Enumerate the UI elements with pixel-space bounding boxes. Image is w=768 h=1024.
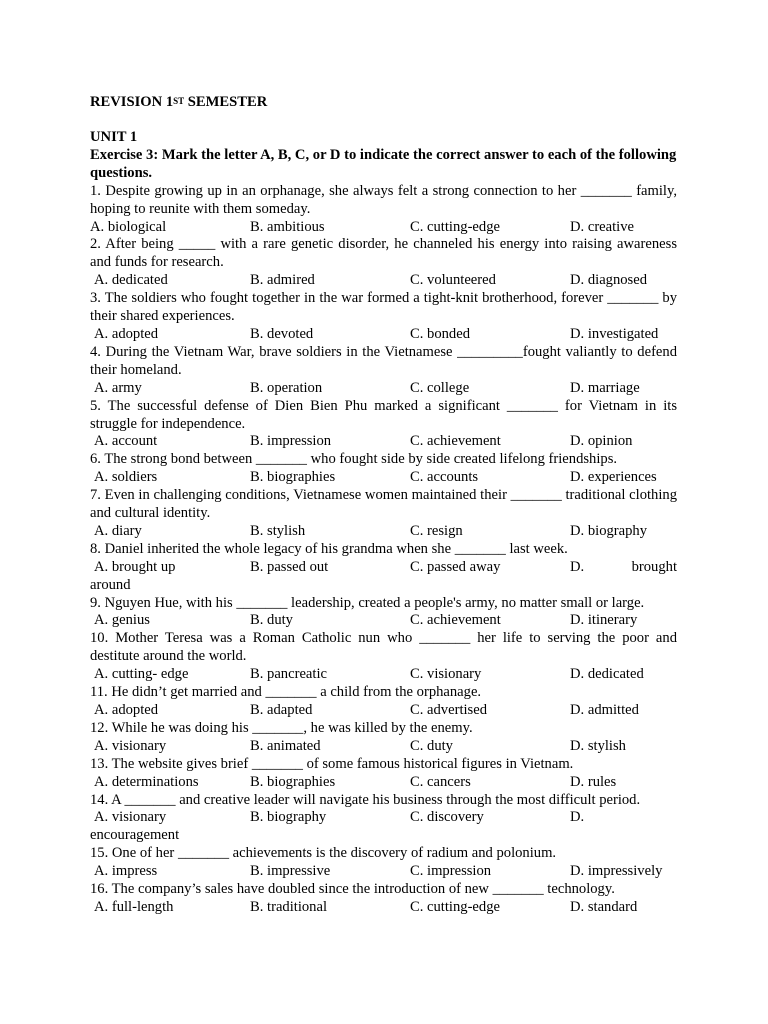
- option-d-continuation: encouragement: [90, 827, 180, 844]
- answer-options: [90, 326, 677, 344]
- answer-options: [90, 863, 677, 881]
- question-text: 7. Even in challenging conditions, Vietnamese women maintained their _______ traditional clothing and cultural identity.: [90, 487, 677, 522]
- unit-heading: UNIT 1: [90, 129, 138, 145]
- answer-options: [90, 272, 677, 290]
- option-b: B. duty: [250, 612, 293, 629]
- option-d: D. stylish: [570, 737, 626, 754]
- option-a: A. genius: [94, 612, 150, 629]
- option-c: C. advertised: [410, 702, 488, 718]
- answer-options: [90, 666, 677, 684]
- answer-options: [90, 612, 677, 630]
- answer-options: [90, 774, 677, 792]
- option-a: A. visionary: [94, 809, 167, 826]
- option-d: D. biography: [570, 522, 648, 539]
- option-b: B. biographies: [250, 469, 336, 486]
- question-text: 12. While he was doing his _______, he was killed by the enemy.: [90, 719, 473, 736]
- answer-options: [90, 523, 677, 541]
- option-a: A. brought up: [94, 558, 176, 575]
- option-b: B. pancreatic: [250, 666, 327, 683]
- option-d: D. experiences: [570, 469, 657, 486]
- question-text: 8. Daniel inherited the whole legacy of his grandma when she _______ last week.: [90, 540, 568, 557]
- answer-options: [90, 433, 677, 451]
- option-c: C. volunteered: [410, 272, 496, 289]
- answer-options: [90, 380, 677, 398]
- option-c: C. bonded: [410, 325, 470, 342]
- option-d: [570, 559, 677, 577]
- option-c: C. passed away: [410, 558, 501, 575]
- question-text: 10. Mother Teresa was a Roman Catholic nun who _______ her life to serving the poor and destitute around the world.: [90, 630, 677, 665]
- title-superscript: ST: [173, 96, 185, 106]
- option-a: A. adopted: [94, 325, 159, 342]
- option-a: A. biological: [90, 218, 167, 235]
- question-text: 11. He didn’t get married and _______ a child from the orphanage.: [90, 684, 482, 701]
- option-a: A. account: [94, 433, 158, 450]
- answer-options: [90, 702, 677, 720]
- option-c: C. cutting-edge: [410, 218, 500, 235]
- option-d: D. admitted: [570, 702, 639, 718]
- option-a: A. impress: [94, 863, 158, 880]
- option-d: D. rules: [570, 773, 617, 790]
- option-d: D. marriage: [570, 379, 640, 396]
- option-a: A. visionary: [94, 737, 167, 754]
- answer-options: [90, 738, 677, 756]
- option-b: B. operation: [250, 379, 323, 396]
- option-b: B. biographies: [250, 773, 336, 790]
- option-a: A. dedicated: [94, 272, 168, 289]
- option-a: A. soldiers: [94, 469, 158, 486]
- option-b: B. animated: [250, 737, 321, 754]
- title-rest: SEMESTER: [184, 94, 268, 110]
- option-c: C. accounts: [410, 469, 479, 486]
- option-b: B. passed out: [250, 558, 329, 575]
- question-text: 13. The website gives brief _______ of some famous historical figures in Vietnam.: [90, 755, 574, 772]
- option-d-letter: D.: [570, 558, 585, 575]
- option-d-word: brought: [631, 558, 677, 575]
- question-text: 16. The company’s sales have doubled since the introduction of new _______ technology.: [90, 881, 615, 898]
- question-text: 4. During the Vietnam War, brave soldiers in the Vietnamese _________fought valiantly to defend their homeland.: [90, 343, 677, 378]
- answer-options: [90, 219, 677, 237]
- option-d: D. investigated: [570, 325, 659, 342]
- question-text: 5. The successful defense of Dien Bien Phu marked a significant _______ for Vietnam in its struggle for independence.: [90, 397, 677, 432]
- question-text: 1. Despite growing up in an orphanage, she always felt a strong connection to her _______ family, hoping to reunite with them someday.: [90, 182, 677, 217]
- question-text: 2. After being _____ with a rare genetic disorder, he channeled his energy into raising awareness and funds for research.: [90, 236, 677, 271]
- option-b: B. admired: [250, 272, 315, 289]
- option-c: C. college: [410, 379, 470, 396]
- option-b: B. devoted: [250, 325, 314, 342]
- option-b: B. traditional: [250, 898, 328, 915]
- option-a: A. determinations: [94, 773, 199, 790]
- option-d: D. impressively: [570, 863, 663, 880]
- answer-options: [90, 559, 677, 577]
- option-c: C. achievement: [410, 433, 501, 450]
- option-a: A. army: [94, 379, 142, 396]
- option-b: B. stylish: [250, 522, 306, 539]
- question-text: 9. Nguyen Hue, with his _______ leadership, created a people's army, no matter small or large.: [90, 594, 645, 611]
- option-b: B. impressive: [250, 863, 331, 880]
- question-text: 15. One of her _______ achievements is the discovery of radium and polonium.: [90, 845, 557, 862]
- option-c: C. cutting-edge: [410, 898, 500, 915]
- option-a: A. adopted: [94, 702, 159, 718]
- option-b: B. ambitious: [250, 218, 325, 235]
- option-d-continuation: around: [90, 576, 131, 593]
- option-b: B. impression: [250, 433, 332, 450]
- option-a: A. cutting- edge: [94, 666, 189, 683]
- option-d: D. itinerary: [570, 612, 638, 629]
- option-a: A. full-length: [94, 898, 174, 915]
- question-text: 3. The soldiers who fought together in the war formed a tight-knit brotherhood, forever _______ by their shared experiences.: [90, 290, 677, 325]
- option-c: C. achievement: [410, 612, 501, 629]
- title-main: REVISION 1: [90, 94, 174, 110]
- option-c: C. cancers: [410, 773, 471, 790]
- option-c: C. resign: [410, 522, 463, 539]
- option-d: D. opinion: [570, 433, 633, 450]
- option-b: B. adapted: [250, 702, 313, 718]
- option-c: C. impression: [410, 863, 492, 880]
- option-c: C. discovery: [410, 809, 484, 826]
- option-c: C. visionary: [410, 666, 482, 683]
- option-d: D.: [570, 809, 585, 826]
- option-d: D. creative: [570, 218, 635, 235]
- option-b: B. biography: [250, 809, 327, 826]
- option-d: D. dedicated: [570, 666, 644, 683]
- option-d: D. diagnosed: [570, 272, 648, 289]
- exercise-instruction: Exercise 3: Mark the letter A, B, C, or D to indicate the correct answer to each of the following questions.: [90, 146, 677, 181]
- question-text: 14. A _______ and creative leader will navigate his business through the most difficult period.: [90, 791, 641, 808]
- answer-options: [90, 899, 677, 917]
- answer-options: [90, 469, 677, 487]
- option-c: C. duty: [410, 737, 453, 754]
- question-text: 6. The strong bond between _______ who fought side by side created lifelong friendships.: [90, 451, 618, 468]
- option-d: D. standard: [570, 898, 638, 915]
- page-title: [90, 92, 677, 112]
- option-a: A. diary: [94, 522, 142, 539]
- document-page: [90, 92, 677, 917]
- answer-options: [90, 809, 677, 827]
